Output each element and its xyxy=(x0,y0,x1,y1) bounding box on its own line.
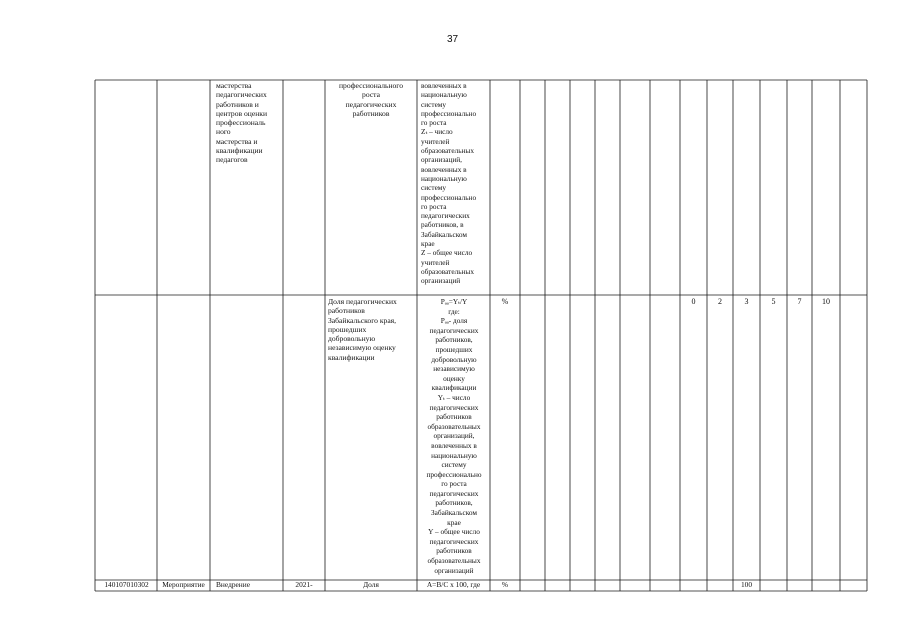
row3-indicator: Доля xyxy=(363,580,379,589)
row2-value-5: 7 xyxy=(797,297,802,306)
page-number: 37 xyxy=(446,34,459,45)
row2-value-1: 0 xyxy=(691,297,696,306)
row3-code: 140107010302 xyxy=(104,580,149,589)
row2-indicator-text: Доля педагогических работников Забайкальского края, прошедших добровольную независимую оценку квалификации xyxy=(328,297,397,362)
row1-col5-text: профессионального роста педагогических работников xyxy=(338,81,404,118)
row1-col6-text: вовлеченных в национальную систему профессионально го роста Zₜ – число учителей образовательных организаций, вовлеченных в национальную систему профессионально го роста педагогических работников, в Забайкальском крае Z – общее число учителей образовательных организаций xyxy=(421,81,477,286)
row2-value-4: 5 xyxy=(771,297,776,306)
row2-value-3: 3 xyxy=(744,297,749,306)
row3-value: 100 xyxy=(740,580,753,589)
row3-year: 2021- xyxy=(295,580,313,589)
row3-name: Внедрение xyxy=(216,580,250,589)
row3-type: Мероприятие xyxy=(162,580,205,589)
row3-formula: A=B/C x 100, где xyxy=(426,580,481,589)
row2-formula-text: Pₐₐ=Yₜ/Y где: Pₐₐ- доля педагогических работников, прошедших добровольную независимую оценку квалификации Yₜ – число педагогических работников образовательных организаций, вовлеченных в национальную систему профессионально го роста педагогических работников, Забайкальском крае Y – общее число педагогических работников образовательных организаций xyxy=(426,297,482,575)
row2-unit: % xyxy=(501,297,509,306)
row2-value-6: 10 xyxy=(822,297,830,306)
row3-unit: % xyxy=(501,580,509,589)
row2-value-2: 2 xyxy=(718,297,722,306)
row1-col3-text: мастерства педагогических работников и центров оценки профессиональ ного мастерства и квалификации педагогов xyxy=(216,81,268,165)
